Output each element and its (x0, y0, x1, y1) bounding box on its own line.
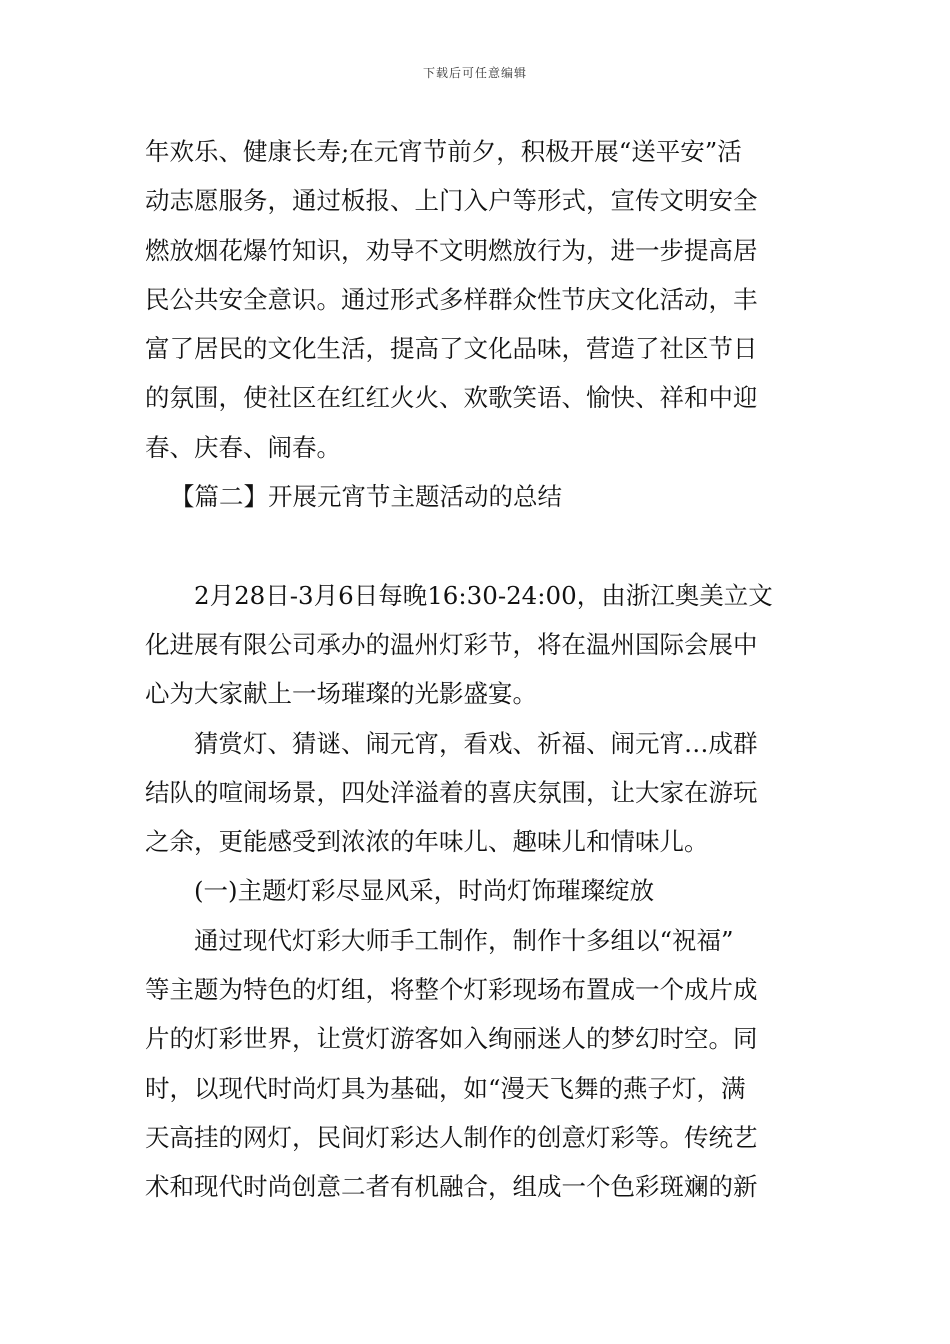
paragraph-line: 结队的喧闹场景，四处洋溢着的喜庆氛围，让大家在游玩 (145, 777, 758, 807)
paragraph-line: 时，以现代时尚灯具为基础，如“漫天飞舞的燕子灯，满 (145, 1073, 746, 1103)
paragraph-line: 通过现代灯彩大师手工制作，制作十多组以“祝福” (194, 925, 734, 955)
paragraph-line: 民公共安全意识。通过形式多样群众性节庆文化活动，丰 (145, 284, 758, 314)
paragraph-line: 年欢乐、健康长寿;在元宵节前夕，积极开展“送平安”活 (145, 137, 742, 166)
paragraph-line: 春、庆春、闹春。 (145, 432, 341, 462)
paragraph-line: 2月28日-3月6日每晚16:30-24:00，由浙江奥美立文 (194, 580, 773, 610)
paragraph-line: 天高挂的网灯，民间灯彩达人制作的创意灯彩等。传统艺 (145, 1122, 758, 1152)
paragraph-line: 猜赏灯、猜谜、闹元宵，看戏、祈福、闹元宵…成群 (194, 728, 758, 758)
page-header: 下载后可任意编辑 (422, 66, 527, 80)
paragraph-line: 之余，更能感受到浓浓的年味儿、趣味儿和情味儿。 (145, 827, 709, 857)
paragraph-line: 动志愿服务，通过板报、上门入户等形式，宣传文明安全 (145, 186, 758, 216)
paragraph-line: 化进展有限公司承办的温州灯彩节，将在温州国际会展中 (145, 629, 758, 659)
paragraph-line: 术和现代时尚创意二者有机融合，组成一个色彩斑斓的新 (145, 1172, 758, 1202)
paragraph-line: 等主题为特色的灯组，将整个灯彩现场布置成一个成片成 (145, 975, 758, 1005)
paragraph-line: 富了居民的文化生活，提高了文化品味，营造了社区节日 (145, 334, 758, 364)
paragraph-1 (145, 127, 810, 472)
subheading: (一)主题灯彩尽显风采，时尚灯饰璀璨绽放 (194, 876, 655, 906)
paragraph-line: 心为大家献上一场璀璨的光影盛宴。 (145, 679, 537, 709)
paragraph-3 (145, 719, 810, 867)
paragraph-2 (145, 571, 810, 719)
blank-line (145, 521, 810, 570)
paragraph-line: 的氛围，使社区在红红火火、欢歌笑语、愉快、祥和中迎 (145, 383, 758, 413)
document-body (145, 127, 810, 1212)
section-title: 【篇二】开展元宵节主题活动的总结 (170, 482, 562, 512)
paragraph-line: 燃放烟花爆竹知识，劝导不文明燃放行为，进一步提高居 (145, 235, 758, 265)
paragraph-4 (145, 916, 810, 1212)
paragraph-line: 片的灯彩世界，让赏灯游客如入绚丽迷人的梦幻时空。同 (145, 1024, 758, 1054)
